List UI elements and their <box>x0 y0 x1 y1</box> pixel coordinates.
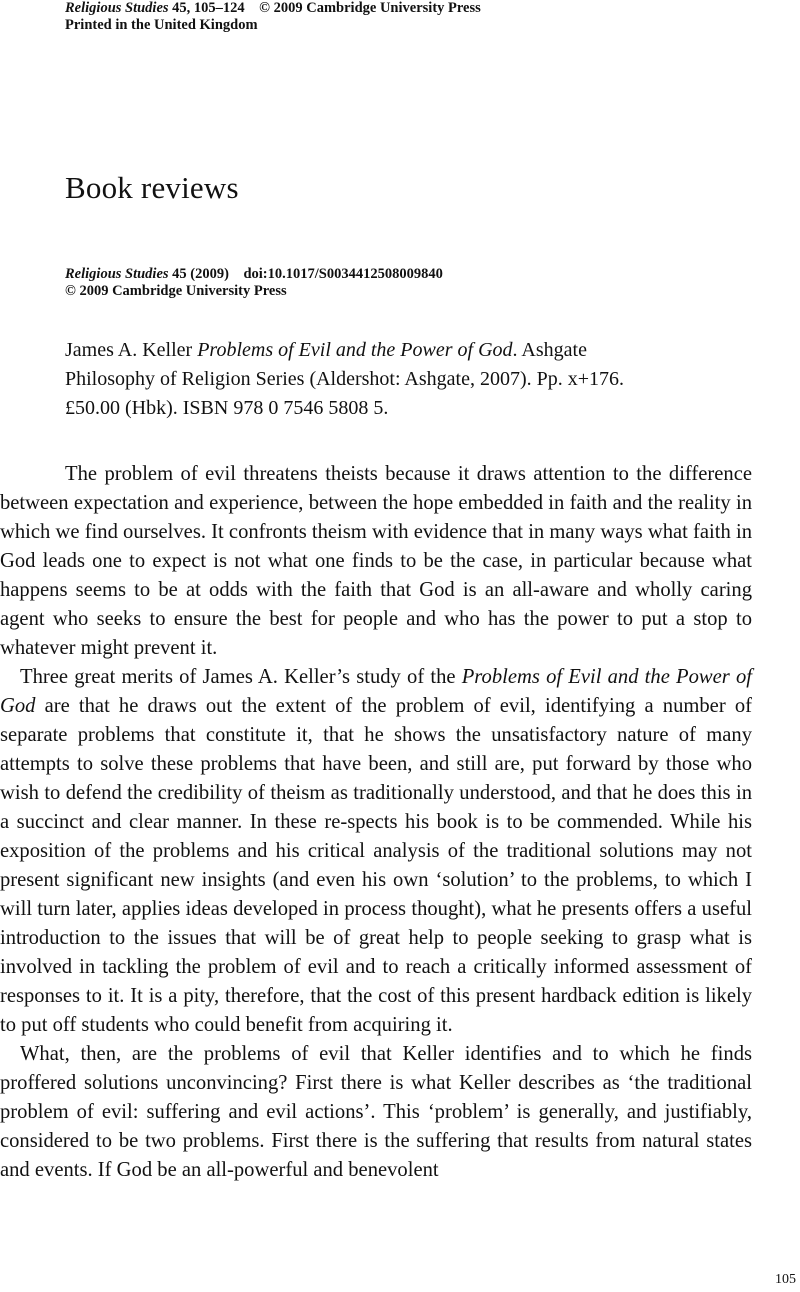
header-copyright: © 2009 Cambridge University Press <box>259 0 481 16</box>
header-journal: Religious Studies <box>65 0 169 16</box>
review-meta <box>65 266 443 300</box>
citation-series: Philosophy of Religion Series (Aldershot: Ashgate, 2007). Pp. x+176. <box>65 368 625 390</box>
section-title: Book reviews <box>65 170 239 205</box>
review-body <box>0 460 752 1185</box>
book-citation <box>65 336 745 423</box>
paragraph-2-book-title: Problems of Evil and the Power of God <box>0 666 752 717</box>
header-citation-line <box>65 0 481 17</box>
meta-copyright: © 2009 Cambridge University Press <box>65 283 287 299</box>
citation-price-isbn: £50.00 (Hbk). ISBN 978 0 7546 5808 5. <box>65 397 389 419</box>
header-volume: 45 <box>172 0 187 16</box>
meta-journal: Religious Studies <box>65 266 169 282</box>
paragraph-2 <box>0 663 752 1040</box>
paragraph-2-rest: are that he draws out the extent of the problem of evil, identifying a number of separate problems that constitute it, that he shows the unsatisfactory nature of many attempts to solve these problems that have been, and still are, put forward by those who wish to defend the credibility of theism as traditionally understood, and that he does this in a succinct and clear manner. In these re-spects his book is to be commended. While his exposition of the problems and his critical analysis of the traditional solutions may not present significant new insights (and even his own ‘solution’ to the problems, to which I will turn later, applies ideas developed in process thought), what he presents offers a useful introduction to the issues that will be of great help to people seeking to grasp what is involved in tackling the problem of evil and to reach a critically informed assessment of responses to it. It is a pity, therefore, that the cost of this present hardback edition is likely to put off students who could benefit from acquiring it. <box>0 695 752 1036</box>
citation-publisher: . Ashgate <box>512 339 587 361</box>
meta-year: (2009) <box>186 266 229 282</box>
header-printed: Printed in the United Kingdom <box>65 17 258 33</box>
paragraph-3: What, then, are the problems of evil that Keller identifies and to which he finds proffered solutions unconvincing? First there is what Keller describes as ‘the traditional problem of evil: suffering and evil actions’. This ‘problem’ is generally, and justifiably, considered to be two problems. First there is the suffering that results from natural states and events. If God be an all-powerful and benevolent <box>0 1043 752 1181</box>
header-pages: , 105–124 <box>186 0 245 16</box>
running-header <box>65 0 481 34</box>
meta-doi: doi:10.1017/S0034412508009840 <box>243 266 443 282</box>
citation-author: James A. Keller <box>65 339 198 361</box>
paragraph-2-start: Three great merits of James A. Keller’s study of the <box>20 666 462 688</box>
citation-book-title: Problems of Evil and the Power of God <box>197 339 513 361</box>
meta-volume: 45 <box>172 266 187 282</box>
paragraph-1: The problem of evil threatens theists because it draws attention to the difference between expectation and experience, between the hope embedded in faith and the reality in which we find ourselves. It confronts theism with evidence that in many ways what faith in God leads one to expect is not what one finds to be the case, in particular because what happens seems to be at odds with the faith that God is an all-aware and wholly caring agent who seeks to ensure the best for people and who has the power to put a stop to whatever might prevent it. <box>0 463 752 659</box>
page-number: 105 <box>775 1272 796 1287</box>
